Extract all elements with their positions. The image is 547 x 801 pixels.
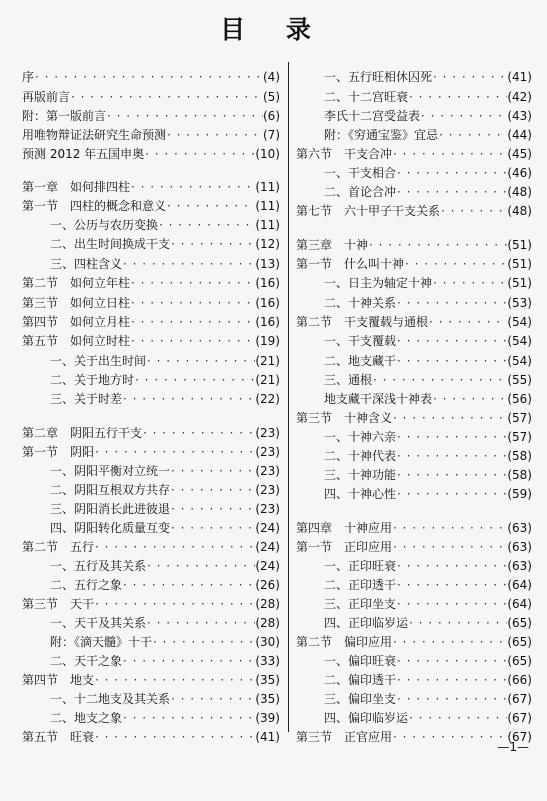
toc-entry-label: 一、五行及其关系 bbox=[50, 559, 147, 573]
toc-entry-label: 一、日主为轴定十神 bbox=[324, 276, 433, 290]
toc-entry-page: (51) bbox=[507, 257, 532, 271]
toc-entry bbox=[22, 107, 280, 125]
toc-entry-page: (23) bbox=[255, 464, 280, 478]
toc-entry-label: 四、十神心性 bbox=[324, 487, 397, 501]
toc-entry bbox=[22, 709, 280, 727]
toc-entry-page: (55) bbox=[507, 373, 532, 387]
toc-entry-page: (23) bbox=[255, 483, 280, 497]
toc-entry-label: 三、通根 bbox=[324, 373, 373, 387]
toc-entry-label: 一、偏印旺衰 bbox=[324, 654, 397, 668]
toc-entry-label: 二、偏印透干 bbox=[324, 673, 397, 687]
toc-entry-page: (28) bbox=[255, 597, 280, 611]
toc-entry bbox=[296, 595, 532, 613]
toc-entry-label: 一、干支覆载 bbox=[324, 334, 397, 348]
toc-entry bbox=[22, 178, 280, 196]
toc-entry bbox=[22, 68, 280, 86]
toc-entry-page: (64) bbox=[507, 578, 532, 592]
toc-entry-label: 二、十神代表 bbox=[324, 449, 397, 463]
toc-entry bbox=[296, 236, 532, 254]
toc-entry-label: 第二节 五行 bbox=[22, 540, 95, 554]
toc-leader-dots bbox=[372, 371, 507, 389]
toc-leader-dots bbox=[142, 424, 255, 442]
toc-entry bbox=[22, 294, 280, 312]
toc-entry bbox=[296, 294, 532, 312]
toc-leader-dots bbox=[396, 183, 507, 201]
toc-entry-page: (7) bbox=[263, 128, 280, 142]
toc-entry-label: 一、公历与农历变换 bbox=[50, 218, 159, 232]
toc-entry bbox=[296, 671, 532, 689]
toc-entry-label: 第一节 什么叫十神 bbox=[296, 257, 405, 271]
toc-entry bbox=[22, 462, 280, 480]
toc-entry bbox=[22, 614, 280, 632]
toc-entry bbox=[22, 595, 280, 613]
toc-entry-page: (43) bbox=[507, 109, 532, 123]
toc-entry-page: (63) bbox=[507, 540, 532, 554]
toc-entry-label: 一、十神六亲 bbox=[324, 430, 397, 444]
toc-entry bbox=[296, 371, 532, 389]
toc-entry bbox=[22, 557, 280, 575]
toc-entry-page: (30) bbox=[255, 635, 280, 649]
toc-entry-label: 三、十神功能 bbox=[324, 468, 397, 482]
toc-entry-page: (58) bbox=[507, 468, 532, 482]
toc-entry bbox=[296, 126, 532, 144]
toc-entry bbox=[296, 428, 532, 446]
toc-entry bbox=[296, 332, 532, 350]
toc-entry-label: 二、十神关系 bbox=[324, 296, 397, 310]
toc-entry-label: 二、关于地方时 bbox=[50, 373, 135, 387]
page-title: 目 录 bbox=[220, 15, 327, 44]
toc-entry-page: (57) bbox=[507, 411, 532, 425]
toc-entry bbox=[22, 500, 280, 518]
toc-entry bbox=[296, 690, 532, 708]
toc-leader-dots bbox=[432, 390, 507, 408]
toc-entry bbox=[296, 409, 532, 427]
column-divider bbox=[288, 62, 289, 732]
toc-leader-dots bbox=[130, 313, 255, 331]
toc-entry-page: (11) bbox=[255, 218, 280, 232]
toc-leader-dots bbox=[94, 443, 255, 461]
toc-entry bbox=[296, 164, 532, 182]
toc-leader-dots bbox=[94, 538, 255, 556]
toc-entry-page: (54) bbox=[507, 315, 532, 329]
toc-entry-label: 二、首论合冲 bbox=[324, 185, 397, 199]
toc-entry-page: (45) bbox=[507, 147, 532, 161]
toc-entry-page: (67) bbox=[507, 711, 532, 725]
toc-entry-page: (33) bbox=[255, 654, 280, 668]
toc-entry-page: (54) bbox=[507, 334, 532, 348]
toc-entry bbox=[22, 519, 280, 537]
toc-entry-page: (16) bbox=[255, 296, 280, 310]
toc-entry-page: (56) bbox=[507, 392, 532, 406]
toc-entry-label: 第三节 如何立日柱 bbox=[22, 296, 131, 310]
toc-leader-dots bbox=[106, 107, 263, 125]
toc-entry bbox=[22, 728, 280, 746]
toc-entry-page: (65) bbox=[507, 635, 532, 649]
toc-entry-label: 第四节 地支 bbox=[22, 673, 95, 687]
toc-entry bbox=[22, 332, 280, 350]
toc-entry bbox=[22, 633, 280, 651]
toc-leader-dots bbox=[428, 313, 507, 331]
toc-entry-label: 第三节 十神含义 bbox=[296, 411, 393, 425]
toc-entry-label: 三、阴阳消长此进彼退 bbox=[50, 502, 171, 516]
toc-entry bbox=[296, 352, 532, 370]
toc-entry-label: 第三节 正官应用 bbox=[296, 730, 393, 744]
toc-leader-dots bbox=[392, 409, 507, 427]
toc-entry bbox=[296, 68, 532, 86]
toc-entry-label: 一、阴阳平衡对立统一 bbox=[50, 464, 171, 478]
toc-entry-label: 再版前言 bbox=[22, 90, 71, 104]
toc-leader-dots bbox=[34, 68, 263, 86]
toc-leader-dots bbox=[94, 671, 255, 689]
toc-entry-page: (53) bbox=[507, 296, 532, 310]
toc-leader-dots bbox=[396, 332, 507, 350]
toc-entry-label: 第二节 如何立年柱 bbox=[22, 276, 131, 290]
toc-leader-dots bbox=[396, 671, 507, 689]
toc-entry bbox=[22, 274, 280, 292]
toc-entry-label: 一、五行旺相休囚死 bbox=[324, 70, 433, 84]
toc-leader-dots bbox=[396, 485, 507, 503]
toc-entry-page: (23) bbox=[255, 445, 280, 459]
toc-entry bbox=[296, 485, 532, 503]
toc-leader-dots bbox=[408, 614, 507, 632]
toc-leader-dots bbox=[404, 255, 507, 273]
toc-entry-label: 李氏十二宫受益表 bbox=[324, 109, 421, 123]
toc-leader-dots bbox=[152, 633, 255, 651]
toc-entry-label: 第二节 干支覆载与通根 bbox=[296, 315, 429, 329]
toc-entry-page: (51) bbox=[507, 276, 532, 290]
toc-leader-dots bbox=[170, 500, 255, 518]
toc-entry-page: (58) bbox=[507, 449, 532, 463]
toc-entry bbox=[296, 183, 532, 201]
toc-leader-dots bbox=[440, 202, 507, 220]
toc-entry bbox=[296, 274, 532, 292]
toc-entry-label: 三、正印坐支 bbox=[324, 597, 397, 611]
toc-leader-dots bbox=[396, 652, 507, 670]
toc-entry-page: (23) bbox=[255, 502, 280, 516]
toc-entry-page: (28) bbox=[255, 616, 280, 630]
toc-leader-dots bbox=[408, 709, 507, 727]
toc-entry bbox=[22, 145, 280, 163]
toc-leader-dots bbox=[122, 652, 255, 670]
toc-entry-label: 地支藏干深浅十神表 bbox=[324, 392, 433, 406]
toc-leader-dots bbox=[166, 197, 255, 215]
toc-entry bbox=[22, 216, 280, 234]
toc-entry bbox=[22, 424, 280, 442]
toc-entry-page: (46) bbox=[507, 166, 532, 180]
toc-entry bbox=[22, 313, 280, 331]
toc-leader-dots bbox=[396, 294, 507, 312]
toc-entry-page: (19) bbox=[255, 334, 280, 348]
toc-entry-page: (48) bbox=[507, 185, 532, 199]
toc-entry-page: (12) bbox=[255, 237, 280, 251]
toc-leader-dots bbox=[392, 633, 507, 651]
toc-leader-dots bbox=[134, 371, 255, 389]
toc-entry bbox=[296, 538, 532, 556]
toc-entry bbox=[296, 88, 532, 106]
toc-entry-label: 附：《滴天髓》十干 bbox=[50, 635, 153, 649]
toc-entry bbox=[296, 466, 532, 484]
toc-leader-dots bbox=[130, 294, 255, 312]
toc-entry-page: (11) bbox=[255, 199, 280, 213]
toc-entry-page: (35) bbox=[255, 673, 280, 687]
toc-entry bbox=[296, 557, 532, 575]
toc-entry-page: (16) bbox=[255, 276, 280, 290]
toc-leader-dots bbox=[392, 519, 507, 537]
toc-entry bbox=[296, 709, 532, 727]
toc-leader-dots bbox=[94, 595, 255, 613]
toc-entry-page: (51) bbox=[507, 238, 532, 252]
toc-entry-page: (54) bbox=[507, 354, 532, 368]
toc-entry bbox=[296, 633, 532, 651]
toc-leader-dots bbox=[396, 164, 507, 182]
toc-entry-label: 第五节 如何立时柱 bbox=[22, 334, 131, 348]
toc-leader-dots bbox=[146, 614, 255, 632]
toc-entry-label: 第五节 旺衰 bbox=[22, 730, 95, 744]
toc-entry-page: (21) bbox=[255, 354, 280, 368]
toc-entry-page: (26) bbox=[255, 578, 280, 592]
toc-entry bbox=[22, 371, 280, 389]
toc-entry-label: 第六节 干支合冲 bbox=[296, 147, 393, 161]
toc-leader-dots bbox=[392, 728, 507, 746]
toc-entry-label: 第七节 六十甲子干支关系 bbox=[296, 204, 441, 218]
toc-entry-label: 第二章 阴阳五行干支 bbox=[22, 426, 143, 440]
toc-entry-label: 四、偏印临岁运 bbox=[324, 711, 409, 725]
toc-entry bbox=[22, 576, 280, 594]
toc-entry-label: 附：《穷通宝鉴》宜忌 bbox=[324, 128, 439, 142]
toc-entry-label: 三、偏印坐支 bbox=[324, 692, 397, 706]
page-number: —1— bbox=[497, 740, 529, 754]
toc-entry-label: 第一节 阴阳 bbox=[22, 445, 95, 459]
toc-entry-page: (65) bbox=[507, 654, 532, 668]
toc-entry-label: 三、关于时差 bbox=[50, 392, 123, 406]
toc-leader-dots bbox=[122, 576, 255, 594]
toc-leader-dots bbox=[130, 332, 255, 350]
toc-entry-label: 第一节 四柱的概念和意义 bbox=[22, 199, 167, 213]
toc-leader-dots bbox=[94, 728, 255, 746]
toc-entry bbox=[296, 390, 532, 408]
toc-leader-dots bbox=[166, 126, 263, 144]
toc-leader-dots bbox=[392, 538, 507, 556]
toc-leader-dots bbox=[170, 481, 255, 499]
toc-entry bbox=[22, 390, 280, 408]
toc-leader-dots bbox=[396, 557, 507, 575]
toc-leader-dots bbox=[396, 352, 507, 370]
toc-entry-label: 第四节 如何立月柱 bbox=[22, 315, 131, 329]
toc-entry-page: (13) bbox=[255, 257, 280, 271]
toc-entry bbox=[296, 652, 532, 670]
toc-entry-label: 一、十二地支及其关系 bbox=[50, 692, 171, 706]
toc-entry bbox=[22, 690, 280, 708]
toc-entry-page: (59) bbox=[507, 487, 532, 501]
toc-entry-label: 第二节 偏印应用 bbox=[296, 635, 393, 649]
toc-leader-dots bbox=[170, 235, 255, 253]
toc-entry bbox=[296, 107, 532, 125]
toc-entry-page: (48) bbox=[507, 204, 532, 218]
toc-entry-label: 第三节 天干 bbox=[22, 597, 95, 611]
toc-entry-label: 四、正印临岁运 bbox=[324, 616, 409, 630]
toc-entry-label: 二、天干之象 bbox=[50, 654, 123, 668]
toc-entry-page: (65) bbox=[507, 616, 532, 630]
toc-entry-page: (35) bbox=[255, 692, 280, 706]
toc-entry bbox=[22, 443, 280, 461]
toc-entry bbox=[22, 352, 280, 370]
toc-entry-page: (42) bbox=[507, 90, 532, 104]
toc-entry-label: 一、天干及其关系 bbox=[50, 616, 147, 630]
toc-entry-label: 序 bbox=[22, 70, 35, 84]
toc-entry-label: 一、关于出生时间 bbox=[50, 354, 147, 368]
toc-leader-dots bbox=[158, 216, 255, 234]
toc-entry-page: (63) bbox=[507, 521, 532, 535]
toc-entry-page: (41) bbox=[255, 730, 280, 744]
toc-entry bbox=[22, 235, 280, 253]
toc-entry-page: (57) bbox=[507, 430, 532, 444]
toc-entry-label: 三、四柱含义 bbox=[50, 257, 123, 271]
toc-entry-page: (23) bbox=[255, 426, 280, 440]
toc-leader-dots bbox=[146, 352, 255, 370]
toc-entry bbox=[22, 481, 280, 499]
toc-entry-page: (64) bbox=[507, 597, 532, 611]
toc-entry-label: 第一章 如何排四柱 bbox=[22, 180, 131, 194]
toc-entry-label: 预测 2012 年五国申奥 bbox=[22, 147, 145, 161]
toc-entry-page: (24) bbox=[255, 540, 280, 554]
toc-entry bbox=[22, 197, 280, 215]
toc-entry-label: 第三章 十神 bbox=[296, 238, 369, 252]
toc-entry-label: 二、地支藏干 bbox=[324, 354, 397, 368]
toc-entry bbox=[22, 538, 280, 556]
toc-leader-dots bbox=[396, 576, 507, 594]
toc-entry-label: 二、五行之象 bbox=[50, 578, 123, 592]
toc-leader-dots bbox=[130, 178, 255, 196]
toc-entry-label: 二、正印透干 bbox=[324, 578, 397, 592]
toc-leader-dots bbox=[420, 107, 507, 125]
toc-leader-dots bbox=[396, 595, 507, 613]
toc-leader-dots bbox=[432, 274, 507, 292]
toc-entry-page: (24) bbox=[255, 559, 280, 573]
toc-entry-page: (4) bbox=[263, 70, 280, 84]
toc-entry-page: (41) bbox=[507, 70, 532, 84]
toc-entry-page: (22) bbox=[255, 392, 280, 406]
toc-leader-dots bbox=[368, 236, 507, 254]
toc-entry-label: 二、出生时间换成干支 bbox=[50, 237, 171, 251]
toc-entry bbox=[296, 145, 532, 163]
toc-leader-dots bbox=[170, 690, 255, 708]
toc-entry-label: 用唯物辩证法研究生命预测 bbox=[22, 128, 167, 142]
toc-entry-page: (39) bbox=[255, 711, 280, 725]
toc-entry bbox=[296, 614, 532, 632]
toc-leader-dots bbox=[146, 557, 255, 575]
toc-entry-page: (66) bbox=[507, 673, 532, 687]
toc-entry-label: 一、正印旺衰 bbox=[324, 559, 397, 573]
toc-entry-page: (11) bbox=[255, 180, 280, 194]
toc-leader-dots bbox=[392, 145, 507, 163]
toc-entry bbox=[296, 255, 532, 273]
toc-leader-dots bbox=[130, 274, 255, 292]
toc-entry bbox=[22, 652, 280, 670]
toc-entry-label: 第一节 正印应用 bbox=[296, 540, 393, 554]
toc-entry bbox=[22, 126, 280, 144]
toc-entry-page: (6) bbox=[263, 109, 280, 123]
toc-entry-label: 四、阴阳转化质量互变 bbox=[50, 521, 171, 535]
toc-entry-page: (44) bbox=[507, 128, 532, 142]
toc-leader-dots bbox=[396, 428, 507, 446]
toc-entry bbox=[296, 576, 532, 594]
toc-leader-dots bbox=[122, 709, 255, 727]
toc-entry bbox=[296, 202, 532, 220]
toc-leader-dots bbox=[170, 519, 255, 537]
toc-entry bbox=[296, 447, 532, 465]
toc-leader-dots bbox=[408, 88, 507, 106]
toc-entry-label: 二、阴阳互根双方共存 bbox=[50, 483, 171, 497]
toc-entry-page: (63) bbox=[507, 559, 532, 573]
toc-entry bbox=[22, 88, 280, 106]
toc-entry-label: 二、十二宫旺衰 bbox=[324, 90, 409, 104]
toc-entry-label: 附：第一版前言 bbox=[22, 109, 107, 123]
toc-entry-page: (67) bbox=[507, 730, 532, 744]
toc-entry-label: 第四章 十神应用 bbox=[296, 521, 393, 535]
toc-entry-page: (10) bbox=[255, 147, 280, 161]
toc-entry-page: (16) bbox=[255, 315, 280, 329]
toc-leader-dots bbox=[170, 462, 255, 480]
toc-entry bbox=[296, 519, 532, 537]
toc-leader-dots bbox=[122, 255, 255, 273]
toc-leader-dots bbox=[144, 145, 255, 163]
toc-leader-dots bbox=[396, 447, 507, 465]
toc-leader-dots bbox=[70, 88, 263, 106]
toc-entry-label: 一、干支相合 bbox=[324, 166, 397, 180]
toc-leader-dots bbox=[438, 126, 507, 144]
toc-leader-dots bbox=[122, 390, 255, 408]
toc-leader-dots bbox=[396, 466, 507, 484]
toc-entry-page: (21) bbox=[255, 373, 280, 387]
toc-leader-dots bbox=[432, 68, 507, 86]
toc-entry bbox=[296, 313, 532, 331]
toc-entry-page: (24) bbox=[255, 521, 280, 535]
toc-entry bbox=[22, 255, 280, 273]
toc-entry-page: (5) bbox=[263, 90, 280, 104]
toc-entry-label: 二、地支之象 bbox=[50, 711, 123, 725]
toc-leader-dots bbox=[396, 690, 507, 708]
toc-entry-page: (67) bbox=[507, 692, 532, 706]
toc-entry bbox=[22, 671, 280, 689]
